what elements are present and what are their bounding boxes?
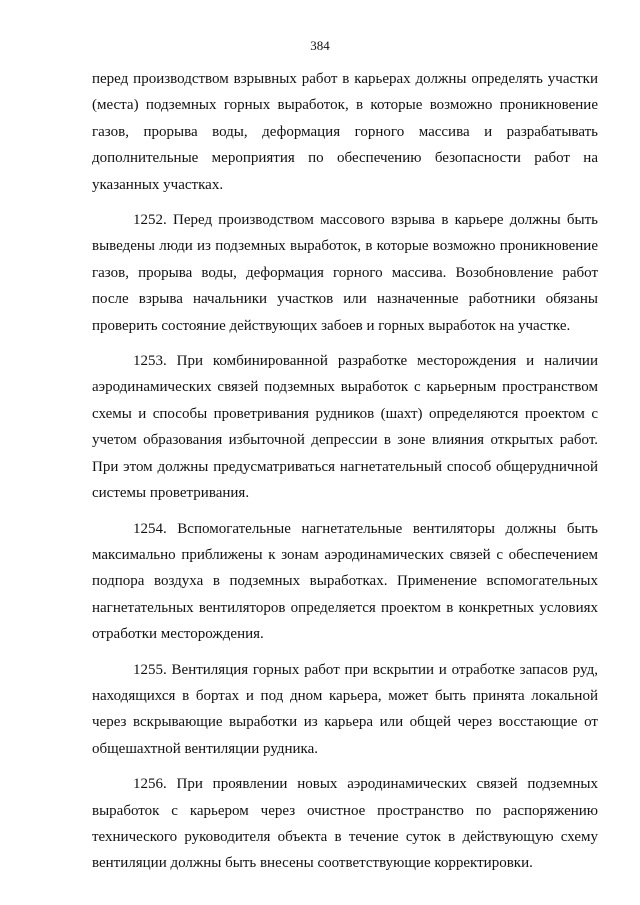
paragraph-1252: 1252. Перед производством массового взрыва в карьере должны быть выведены люди из подземных выработок, в которые возможно проникновение газов, прорыва воды, деформация горного массива. Возобновление работ после взрыва начальники участков или назначенные работники обязаны проверить состояние действующих забоев и горных выработок на участке. xyxy=(92,212,598,334)
paragraph-continuation: перед производством взрывных работ в карьерах должны определять участки (места) подземных горных выработок, в которые возможно проникновение газов, прорыва воды, деформация горного массива и разрабатывать дополнительные мероприятия по обеспечению безопасности работ на указанных участках. xyxy=(92,71,598,193)
document-body xyxy=(92,66,598,886)
page-number: 384 xyxy=(310,38,330,53)
paragraph-1253: 1253. При комбинированной разработке месторождения и наличии аэродинамических связей подземных выработок с карьерным пространством схемы и способы проветривания рудников (шахт) определяются проектом с учетом образования избыточной депрессии в зоне влияния открытых работ. При этом должны предусматриваться нагнетательный способ общерудничной системы проветривания. xyxy=(92,353,598,502)
paragraph-1255: 1255. Вентиляция горных работ при вскрытии и отработке запасов руд, находящихся в бортах и под дном карьера, может быть принята локальной через вскрывающие выработки из карьера или общей через восстающие от общешахтной вентиляции рудника. xyxy=(92,661,598,757)
paragraph-1256: 1256. При проявлении новых аэродинамических связей подземных выработок с карьером через очистное пространство по распоряжению технического руководителя объекта в течение суток в действующую схему вентиляции должны быть внесены соответствующие корректировки. xyxy=(92,776,598,872)
paragraph-1254: 1254. Вспомогательные нагнетательные вентиляторы должны быть максимально приближены к зонам аэродинамических связей с обеспечением подпора воздуха в подземных выработках. Применение вспомогательных нагнетательных вентиляторов определяется проектом в конкретных условиях отработки месторождения. xyxy=(92,520,598,643)
